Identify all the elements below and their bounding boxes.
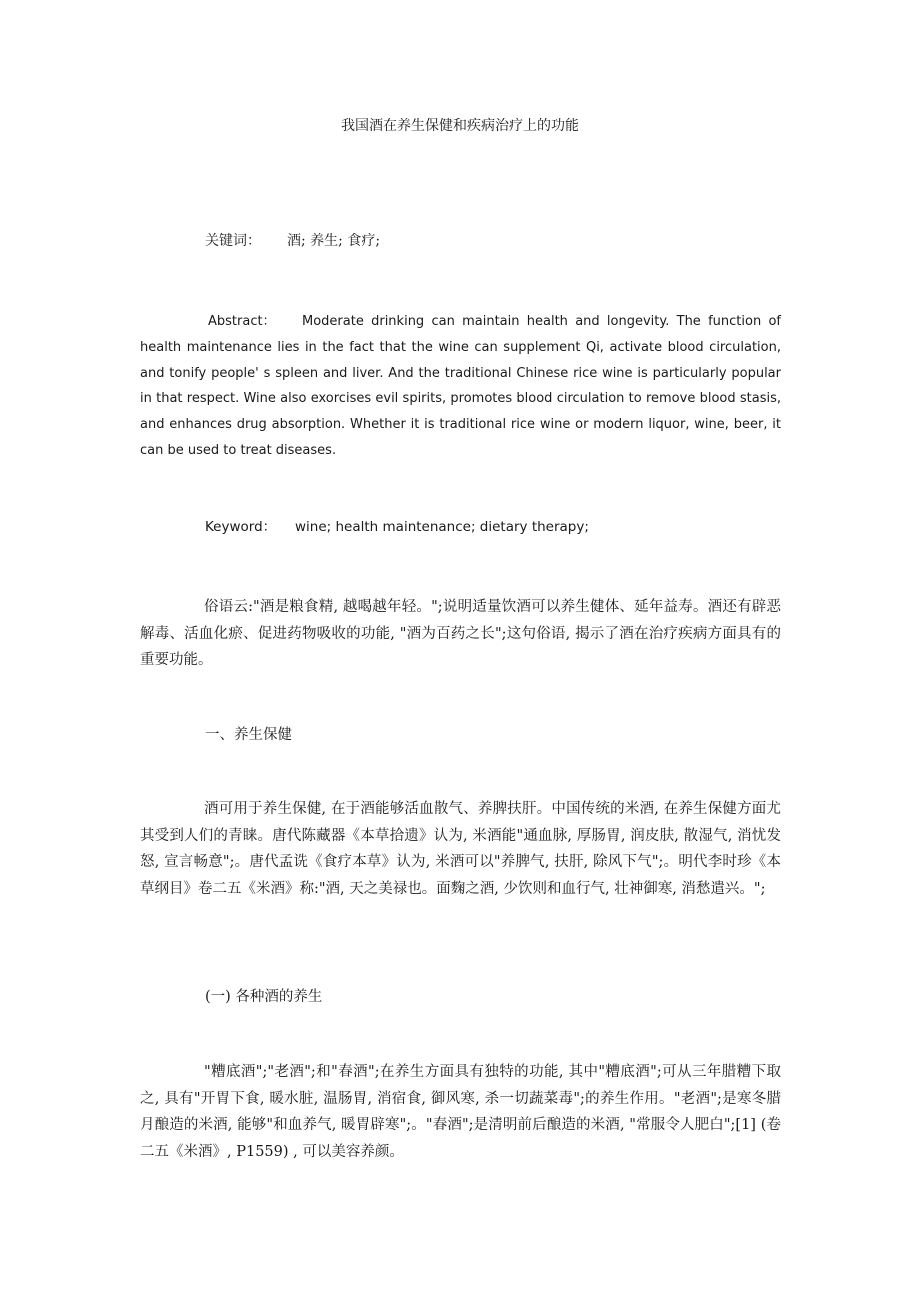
- keywords-en-value: wine; health maintenance; dietary therapy;: [295, 519, 589, 535]
- keywords-cn: [205, 231, 380, 251]
- abstract-label: Abstract：: [208, 314, 276, 329]
- subsection-heading: (一) 各种酒的养生: [205, 989, 323, 1005]
- section-paragraph: 酒可用于养生保健, 在于酒能够活血散气、养脾扶肝。中国传统的米酒, 在养生保健方面尤其受到人们的青睐。唐代陈藏器《本草拾遗》认为, 米酒能"通血脉, 厚肠胃, 润皮肤, 散湿气, 消忧发怒, 宣言畅意";。唐代孟诜《食疗本草》认为, 米酒可以"养脾气, 扶肝, 除风下气";。明代李时珍《本草纲目》卷二五《米酒》称:"酒, 天之美禄也。面麴之酒, 少饮则和血行气, 壮神御寒, 消愁遣兴。";: [140, 801, 781, 897]
- abstract: [140, 309, 781, 464]
- keywords-en: [205, 517, 589, 537]
- document-title: 我国酒在养生保健和疾病治疗上的功能: [341, 118, 579, 134]
- abstract-text: Moderate drinking can maintain health and longevity. The function of health maintenance lies in the fact that the wine can supplement Qi, activate blood circulation, and tonify people' s spleen and liver. And the traditional Chinese rice wine is particularly popular in that respect. Wine also exorcises evil spirits, promotes blood circulation to remove blood stasis, and enhances drug absorption. Whether it is traditional rice wine or modern liquor, wine, beer, it can be used to treat diseases.: [140, 314, 781, 458]
- keywords-cn-value: 酒; 养生; 食疗;: [287, 233, 381, 249]
- intro-paragraph: 俗语云:"酒是粮食精, 越喝越年轻。";说明适量饮酒可以养生健体、延年益寿。酒还有辟恶解毒、活血化瘀、促进药物吸收的功能, "酒为百药之长";这句俗语, 揭示了酒在治疗疾病方面具有的重要功能。: [140, 599, 781, 668]
- keywords-en-label: Keyword：: [205, 519, 277, 535]
- section-heading: 一、养生保健: [205, 727, 292, 743]
- subsection-paragraph: "糟底酒";"老酒";和"春酒";在养生方面具有独特的功能, 其中"糟底酒";可从三年腊糟下取之, 具有"开胃下食, 暖水脏, 温肠胃, 消宿食, 御风寒, 杀一切蔬菜毒";的养生作用。"老酒";是寒冬腊月酿造的米酒, 能够"和血养气, 暖胃辟寒";。"春酒";是清明前后酿造的米酒, "常服令人肥白";[1] (卷二五《米酒》, P1559) , 可以美容养颜。: [140, 1064, 781, 1160]
- keywords-cn-label: 关键词：: [205, 233, 261, 249]
